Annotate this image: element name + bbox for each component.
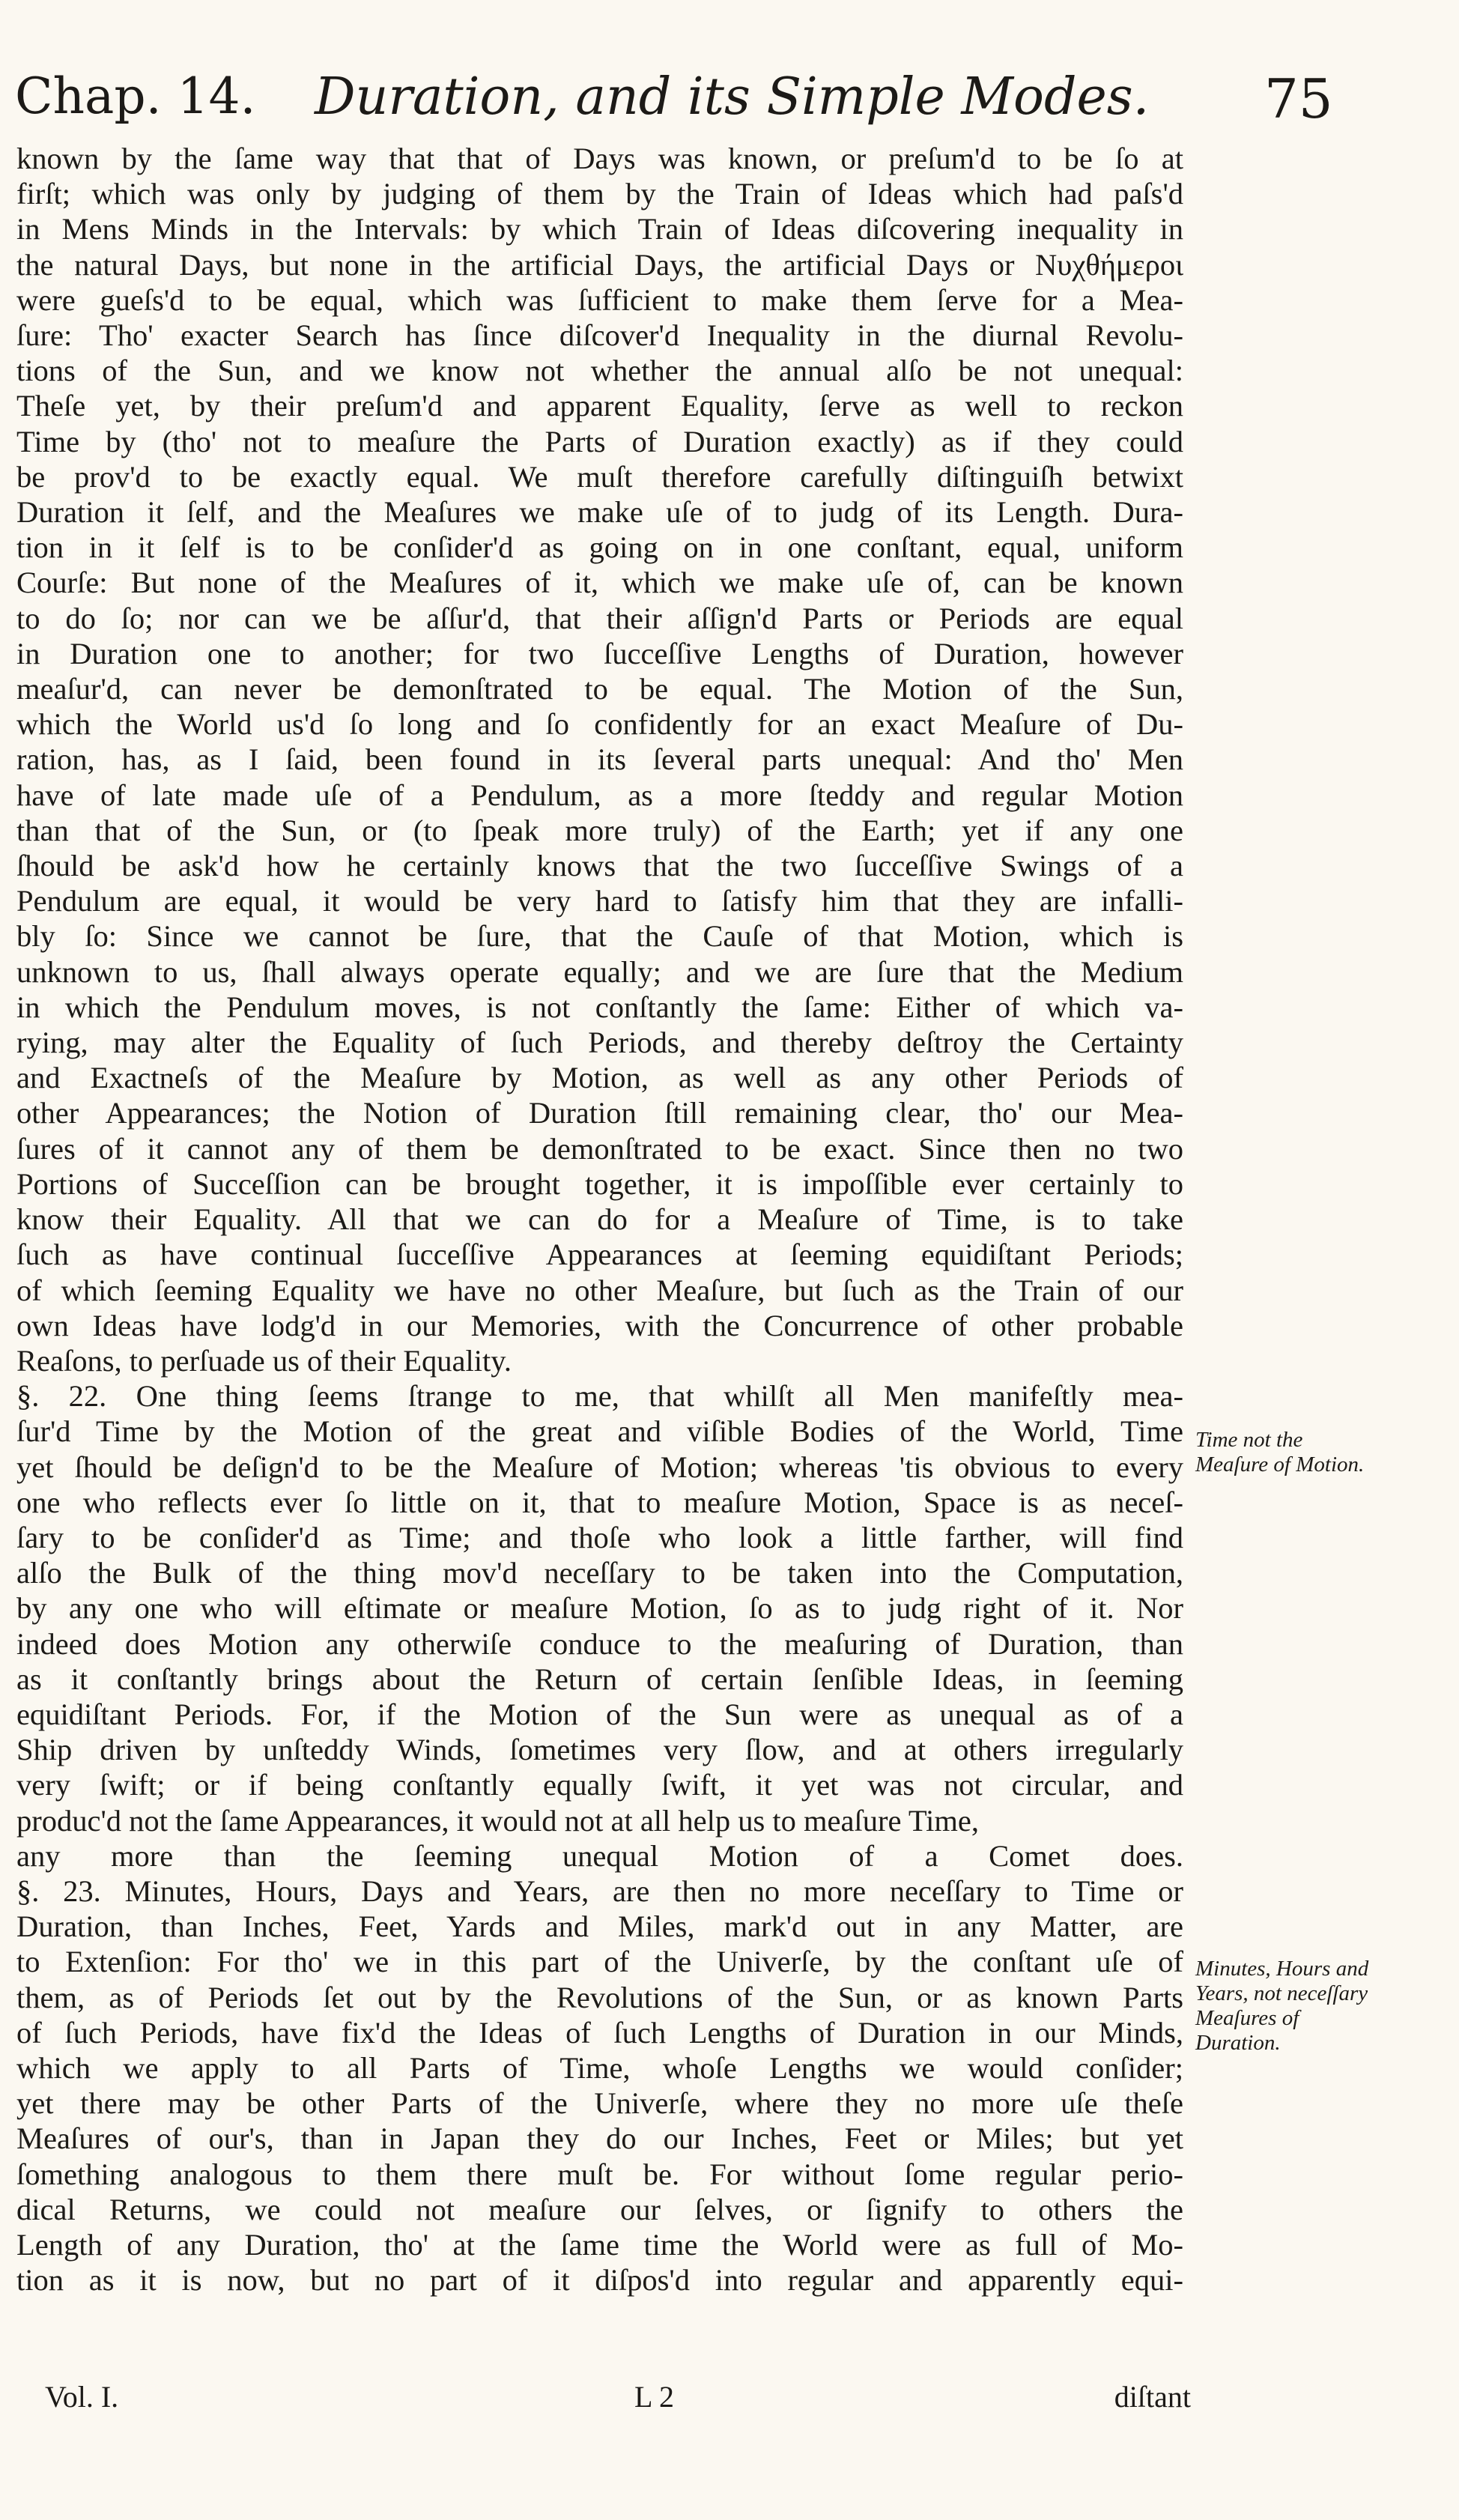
text-line: ſuch as have continual ſucceſſive Appearances at ſeeming equidiſtant Periods; (16, 1238, 1183, 1272)
text-line: in Mens Minds in the Intervals: by which Train of Ideas diſcovering inequality in (16, 212, 1183, 246)
text-line: as it conſtantly brings about the Return of certain ſenſible Ideas, in ſeeming (16, 1662, 1183, 1696)
text-line: Reaſons, to perſuade us of their Equality. (16, 1343, 512, 1378)
text-line: ſure: Tho' exacter Search has ſince diſcover'd Inequality in the diurnal Revolu- (16, 318, 1183, 353)
text-line: in Duration one to another; for two ſucceſſive Lengths of Duration, however (16, 636, 1183, 670)
text-line: tion in it ſelf is to be conſider'd as going on in one conſtant, equal, uniform (16, 530, 1183, 565)
text-line: very ſwift; or if being conſtantly equally ſwift, it yet was not circular, and (16, 1768, 1183, 1802)
page-footer (45, 2379, 1191, 2424)
text-line: Ship driven by unſteddy Winds, ſometimes very ſlow, and at others irregularly (16, 1733, 1183, 1767)
text-line: unknown to us, ſhall always operate equally; and we are ſure that the Medium (16, 954, 1183, 989)
margin-note-minutes-hours: Minutes, Hours and Years, not neceſſary Meaſures of Duration. (1195, 1957, 1369, 2055)
text-line: the natural Days, but none in the artificial Days, the artificial Days or Νυχθήμεροι (16, 247, 1183, 282)
text-line: Time by (tho' not to meaſure the Parts of Duration exactly) as if they could (16, 424, 1183, 458)
signature-mark: L 2 (634, 2380, 674, 2414)
running-title: Duration, and its Simple Modes. (315, 67, 1150, 127)
text-line: of ſuch Periods, have fix'd the Ideas of ſuch Lengths of Duration in our Minds, (16, 2015, 1183, 2050)
text-line: know their Equality. All that we can do for a Meaſure of Time, is to take (16, 1202, 1183, 1237)
text-line: tion as it is now, but no part of it diſpos'd into regular and apparently equi- (16, 2263, 1183, 2298)
text-line: Theſe yet, by their preſum'd and apparent Equality, ſerve as well to reckon (16, 389, 1183, 423)
text-line: alſo the Bulk of the thing mov'd neceſſary to be taken into the Computation, (16, 1556, 1183, 1590)
text-line: to Extenſion: For tho' we in this part of the Univerſe, by the conſtant uſe of (16, 1945, 1183, 1979)
text-line: ſomething analogous to them there muſt be. For without ſome regular perio- (16, 2157, 1183, 2191)
text-line: ration, has, as I ſaid, been found in its ſeveral parts unequal: And tho' Men (16, 742, 1183, 777)
text-line: equidiſtant Periods. For, if the Motion of the Sun were as unequal as of a (16, 1697, 1183, 1731)
text-line: be prov'd to be exactly equal. We muſt therefore carefully diſtinguiſh betwixt (16, 459, 1183, 494)
text-line: Length of any Duration, tho' at the ſame time the World were as full of Mo- (16, 2227, 1183, 2262)
text-line: Duration, than Inches, Feet, Yards and Miles, mark'd out in any Matter, are (16, 1909, 1183, 1944)
text-line: yet ſhould be deſign'd to be the Meaſure of Motion; whereas 'tis obvious to every (16, 1450, 1183, 1484)
text-line: were gueſs'd to be equal, which was ſufficient to make them ſerve for a Mea- (16, 282, 1183, 317)
text-line: have of late made uſe of a Pendulum, as a more ſteddy and regular Motion (16, 778, 1183, 812)
text-line: in which the Pendulum moves, is not conſtantly the ſame: Either of which va- (16, 990, 1183, 1024)
text-line: meaſur'd, can never be demonſtrated to be equal. The Motion of the Sun, (16, 672, 1183, 706)
page-number: 75 (1264, 67, 1333, 130)
text-line: §. 23. Minutes, Hours, Days and Years, are then no more neceſſary to Time or (16, 1874, 1183, 1908)
text-line: yet there may be other Parts of the Univerſe, where they no more uſe theſe (16, 2086, 1183, 2121)
text-line: §. 22. One thing ſeems ſtrange to me, that whilſt all Men manifeſtly mea- (16, 1379, 1183, 1414)
text-line: ſur'd Time by the Motion of the great and viſible Bodies of the World, Time (16, 1414, 1183, 1449)
text-line: Meaſures of our's, than in Japan they do our Inches, Feet or Miles; but yet (16, 2121, 1183, 2156)
volume-label: Vol. I. (45, 2380, 119, 2414)
text-line: ſures of it cannot any of them be demonſtrated to be exact. Since then no two (16, 1131, 1183, 1166)
text-line: firſt; which was only by judging of them by the Train of Ideas which had paſs'd (16, 177, 1183, 211)
text-line: any more than the ſeeming unequal Motion of a Comet does. (16, 1838, 1183, 1873)
text-line: Duration it ſelf, and the Meaſures we make uſe of to judg of its Length. Dura- (16, 495, 1183, 530)
text-line: of which ſeeming Equality we have no other Meaſure, but ſuch as the Train of our (16, 1273, 1183, 1307)
text-line: tions of the Sun, and we know not whether the annual alſo be not unequal: (16, 354, 1183, 388)
catchword: diſtant (1114, 2380, 1191, 2414)
text-line: Pendulum are equal, it would be very hard to ſatisfy him that they are infalli- (16, 884, 1183, 918)
text-line: to do ſo; nor can we be aſſur'd, that their aſſign'd Parts or Periods are equal (16, 601, 1183, 635)
chapter-label: Chap. 14. (15, 67, 256, 125)
text-line: and Exactneſs of the Meaſure by Motion, as well as any other Periods of (16, 1061, 1183, 1095)
text-line: which the World us'd ſo long and ſo confidently for an exact Meaſure of Du- (16, 707, 1183, 742)
margin-note-time-not-measure: Time not the Meaſure of Motion. (1195, 1428, 1365, 1476)
text-line: rying, may alter the Equality of ſuch Periods, and thereby deſtroy the Certainty (16, 1026, 1183, 1060)
text-line: known by the ſame way that that of Days was known, or preſum'd to be ſo at (16, 142, 1183, 175)
text-line: by any one who will eſtimate or meaſure Motion, ſo as to judg right of it. Nor (16, 1591, 1183, 1626)
text-line: other Appearances; the Notion of Duration ſtill remaining clear, tho' our Mea- (16, 1096, 1183, 1130)
text-line: produc'd not the ſame Appearances, it would not at all help us to meaſure Time, (16, 1803, 980, 1838)
text-line: which we apply to all Parts of Time, whoſe Lengths we would conſider; (16, 2050, 1183, 2085)
text-line: ſhould be ask'd how he certainly knows that the two ſucceſſive Swings of a (16, 849, 1183, 883)
text-line: indeed does Motion any otherwiſe conduce to the meaſuring of Duration, than (16, 1626, 1183, 1661)
text-line: ſary to be conſider'd as Time; and thoſe who look a little farther, will find (16, 1520, 1183, 1554)
text-line: them, as of Periods ſet out by the Revolutions of the Sun, or as known Parts (16, 1980, 1183, 2014)
text-line: Portions of Succeſſion can be brought together, it is impoſſible ever certainly to (16, 1166, 1183, 1201)
text-line: Courſe: But none of the Meaſures of it, which we make uſe of, can be known (16, 566, 1183, 600)
running-header (15, 67, 1438, 142)
text-line: own Ideas have lodg'd in our Memories, with the Concurrence of other probable (16, 1308, 1183, 1342)
text-line: one who reflects ever ſo little on it, that to meaſure Motion, Space is as neceſ- (16, 1485, 1183, 1519)
text-line: than that of the Sun, or (to ſpeak more truly) of the Earth; yet if any one (16, 813, 1183, 847)
body-text (16, 141, 1183, 2298)
text-line: bly ſo: Since we cannot be ſure, that the Cauſe of that Motion, which is (16, 919, 1183, 954)
text-line: dical Returns, we could not meaſure our ſelves, or ſignify to others the (16, 2192, 1183, 2226)
